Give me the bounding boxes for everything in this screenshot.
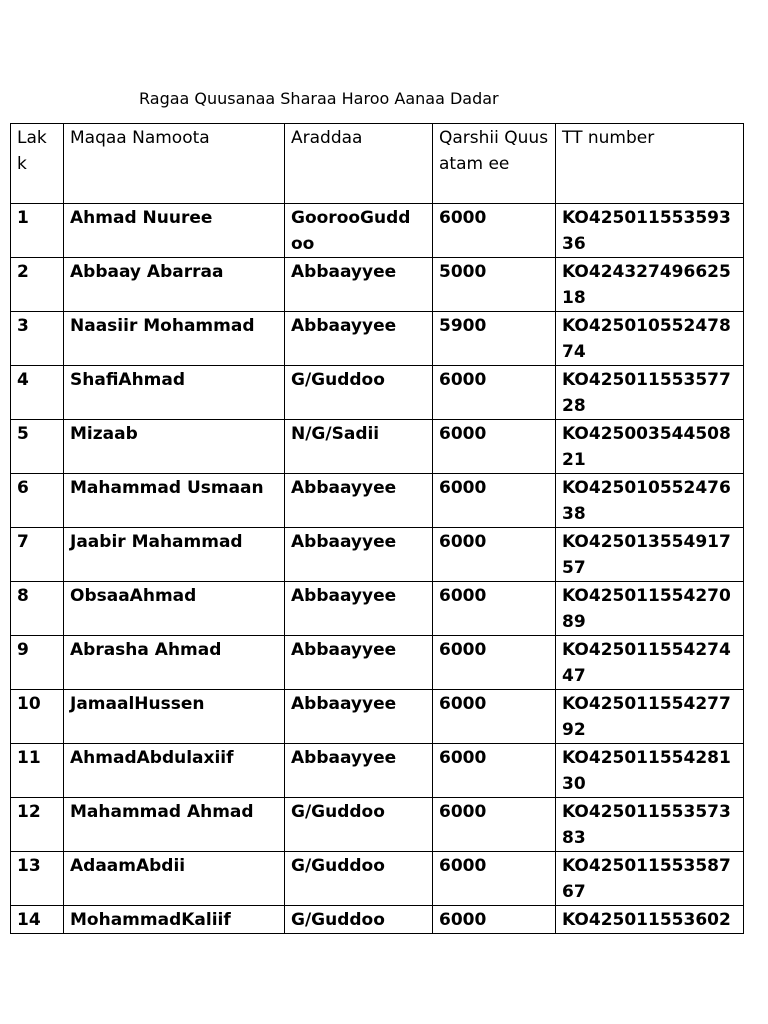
cell-tt-number: KO425010552478 74 <box>556 312 744 366</box>
cell-lakk: 4 <box>11 366 64 420</box>
cell-name: ShafiAhmad <box>64 366 285 420</box>
table-row <box>11 258 744 312</box>
cell-name: Abrasha Ahmad <box>64 636 285 690</box>
cell-araddaa: Abbaayyee <box>285 636 433 690</box>
header-row <box>11 124 744 204</box>
cell-name: Ahmad Nuuree <box>64 204 285 258</box>
cell-araddaa: N/G/Sadii <box>285 420 433 474</box>
cell-tt-number: KO425011553577 28 <box>556 366 744 420</box>
table-row <box>11 582 744 636</box>
cell-araddaa: G/Guddoo <box>285 798 433 852</box>
cell-name: Mahammad Usmaan <box>64 474 285 528</box>
cell-lakk: 3 <box>11 312 64 366</box>
table-header <box>11 124 744 204</box>
cell-tt-number: KO425011554270 89 <box>556 582 744 636</box>
cell-tt-number: KO424327496625 18 <box>556 258 744 312</box>
table-row <box>11 852 744 906</box>
header-araddaa: Araddaa <box>285 124 433 204</box>
cell-lakk: 14 <box>11 906 64 934</box>
cell-tt-number: KO425010552476 38 <box>556 474 744 528</box>
payment-table <box>10 123 744 934</box>
header-qarshii-quusatamee: Qarshii Quusatam ee <box>433 124 556 204</box>
cell-araddaa: Abbaayyee <box>285 690 433 744</box>
table-row <box>11 798 744 852</box>
cell-lakk: 10 <box>11 690 64 744</box>
table-row <box>11 474 744 528</box>
cell-araddaa: Abbaayyee <box>285 582 433 636</box>
cell-amount: 6000 <box>433 420 556 474</box>
cell-name: Mizaab <box>64 420 285 474</box>
table-row <box>11 204 744 258</box>
table-row <box>11 906 744 934</box>
table-row <box>11 636 744 690</box>
cell-lakk: 9 <box>11 636 64 690</box>
cell-araddaa: Abbaayyee <box>285 312 433 366</box>
cell-name: AdaamAbdii <box>64 852 285 906</box>
cell-amount: 6000 <box>433 798 556 852</box>
cell-name: JamaalHussen <box>64 690 285 744</box>
cell-tt-number: KO425011554277 92 <box>556 690 744 744</box>
cell-lakk: 8 <box>11 582 64 636</box>
cell-tt-number: KO425011553587 67 <box>556 852 744 906</box>
cell-name: MohammadKaliif <box>64 906 285 934</box>
cell-tt-number: KO425003544508 21 <box>556 420 744 474</box>
cell-amount: 6000 <box>433 906 556 934</box>
cell-lakk: 7 <box>11 528 64 582</box>
table-row <box>11 312 744 366</box>
cell-tt-number: KO425013554917 57 <box>556 528 744 582</box>
cell-araddaa: Abbaayyee <box>285 258 433 312</box>
header-tt-number: TT number <box>556 124 744 204</box>
table-body <box>11 204 744 934</box>
cell-araddaa: Abbaayyee <box>285 528 433 582</box>
cell-lakk: 5 <box>11 420 64 474</box>
cell-amount: 6000 <box>433 852 556 906</box>
cell-amount: 6000 <box>433 690 556 744</box>
table-row <box>11 744 744 798</box>
cell-araddaa: GoorooGudd oo <box>285 204 433 258</box>
cell-amount: 6000 <box>433 636 556 690</box>
cell-amount: 5900 <box>433 312 556 366</box>
cell-araddaa: G/Guddoo <box>285 906 433 934</box>
cell-lakk: 1 <box>11 204 64 258</box>
cell-tt-number: KO425011553593 36 <box>556 204 744 258</box>
cell-lakk: 12 <box>11 798 64 852</box>
table-row <box>11 690 744 744</box>
cell-amount: 6000 <box>433 582 556 636</box>
cell-lakk: 6 <box>11 474 64 528</box>
cell-amount: 5000 <box>433 258 556 312</box>
cell-tt-number: KO425011553602 <box>556 906 744 934</box>
cell-name: AhmadAbdulaxiif <box>64 744 285 798</box>
table-row <box>11 366 744 420</box>
header-maqaa-namoota: Maqaa Namoota <box>64 124 285 204</box>
cell-amount: 6000 <box>433 366 556 420</box>
cell-araddaa: Abbaayyee <box>285 744 433 798</box>
cell-amount: 6000 <box>433 474 556 528</box>
table-row <box>11 528 744 582</box>
cell-araddaa: G/Guddoo <box>285 366 433 420</box>
cell-lakk: 11 <box>11 744 64 798</box>
cell-name: ObsaaAhmad <box>64 582 285 636</box>
document-title: Ragaa Quusanaa Sharaa Haroo Aanaa Dadar <box>139 89 499 108</box>
cell-araddaa: Abbaayyee <box>285 474 433 528</box>
cell-name: Jaabir Mahammad <box>64 528 285 582</box>
table-row <box>11 420 744 474</box>
cell-name: Abbaay Abarraa <box>64 258 285 312</box>
header-lakk: Lak k <box>11 124 64 204</box>
cell-name: Mahammad Ahmad <box>64 798 285 852</box>
cell-amount: 6000 <box>433 744 556 798</box>
cell-name: Naasiir Mohammad <box>64 312 285 366</box>
cell-lakk: 13 <box>11 852 64 906</box>
cell-amount: 6000 <box>433 204 556 258</box>
cell-araddaa: G/Guddoo <box>285 852 433 906</box>
cell-tt-number: KO425011553573 83 <box>556 798 744 852</box>
cell-amount: 6000 <box>433 528 556 582</box>
cell-lakk: 2 <box>11 258 64 312</box>
cell-tt-number: KO425011554274 47 <box>556 636 744 690</box>
cell-tt-number: KO425011554281 30 <box>556 744 744 798</box>
